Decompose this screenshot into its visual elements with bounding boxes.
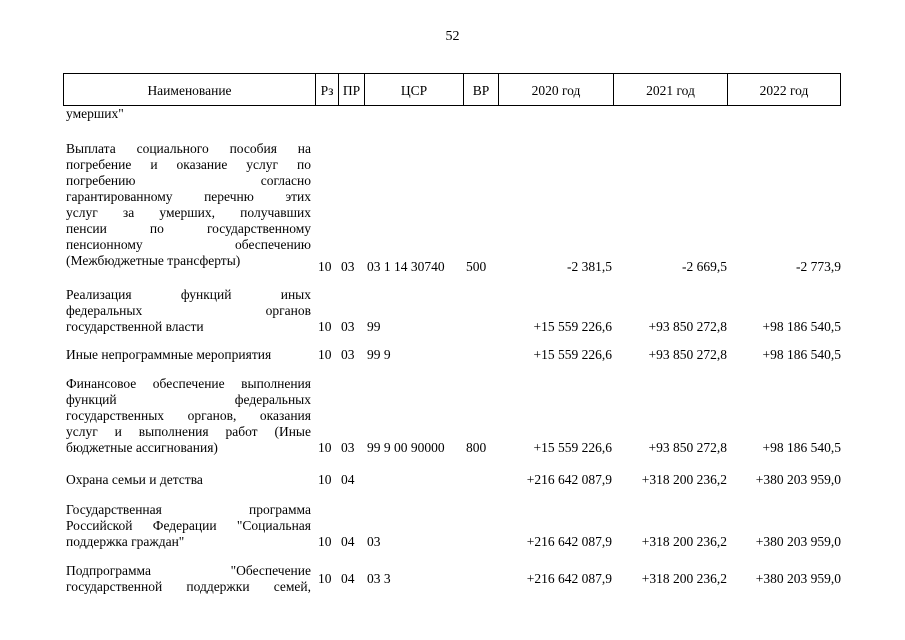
name-line: гарантированному перечню этих <box>66 189 311 204</box>
cell-pr: 04 <box>341 571 355 586</box>
cell-2022: +380 203 959,0 <box>755 472 841 487</box>
cell-csr: 03 <box>367 534 381 549</box>
cell-2020: +15 559 226,6 <box>533 440 612 455</box>
row-name <box>66 563 311 595</box>
row-name <box>66 287 311 335</box>
header-name: Наименование <box>63 73 315 106</box>
name-line: федеральных органов <box>66 303 311 318</box>
cell-csr: 99 9 <box>367 347 391 362</box>
cell-2021: +93 850 272,8 <box>648 319 727 334</box>
name-line: пенсионному обеспечению <box>66 237 311 252</box>
cell-2020: +15 559 226,6 <box>533 347 612 362</box>
cell-csr: 99 9 00 90000 <box>367 440 445 455</box>
cell-2022: +98 186 540,5 <box>762 440 841 455</box>
row-name <box>66 347 311 363</box>
header-pr: ПР <box>338 73 364 106</box>
cell-pr: 03 <box>341 319 355 334</box>
name-line: государственной власти <box>66 319 204 334</box>
cell-pr: 04 <box>341 472 355 487</box>
name-line: Российской Федерации "Социальная <box>66 518 311 533</box>
cell-vr: 500 <box>466 259 487 274</box>
cell-2022: +380 203 959,0 <box>755 534 841 549</box>
name-line: поддержка граждан" <box>66 534 185 549</box>
cell-2021: +318 200 236,2 <box>641 571 727 586</box>
row-name <box>66 472 311 488</box>
cell-2021: +93 850 272,8 <box>648 347 727 362</box>
name-line: Финансовое обеспечение выполнения <box>66 376 311 391</box>
name-line: (Межбюджетные трансферты) <box>66 253 241 268</box>
cell-2022: +98 186 540,5 <box>762 347 841 362</box>
name-line: Подпрограмма "Обеспечение <box>66 563 311 578</box>
header-2020: 2020 год <box>498 73 613 106</box>
cell-rz: 10 <box>318 319 332 334</box>
cell-2022: +380 203 959,0 <box>755 571 841 586</box>
row-name <box>66 502 311 550</box>
name-line: Иные непрограммные мероприятия <box>66 347 272 362</box>
name-line: услуг за умерших, получавших <box>66 205 311 220</box>
cell-pr: 03 <box>341 347 355 362</box>
cell-pr: 03 <box>341 259 355 274</box>
cell-rz: 10 <box>318 347 332 362</box>
cell-2022: +98 186 540,5 <box>762 319 841 334</box>
header-vr: ВР <box>463 73 498 106</box>
name-line: функций федеральных <box>66 392 311 407</box>
header-csr: ЦСР <box>364 73 463 106</box>
name-line: пенсии по государственному <box>66 221 311 236</box>
cell-2022: -2 773,9 <box>796 259 841 274</box>
cell-pr: 03 <box>341 440 355 455</box>
cell-2020: +15 559 226,6 <box>533 319 612 334</box>
name-line: Выплата социального пособия на <box>66 141 311 156</box>
header-rz: Рз <box>315 73 338 106</box>
cell-2021: +318 200 236,2 <box>641 534 727 549</box>
cell-2020: +216 642 087,9 <box>526 472 612 487</box>
name-line: Государственная программа <box>66 502 311 517</box>
cell-2020: +216 642 087,9 <box>526 534 612 549</box>
cell-rz: 10 <box>318 440 332 455</box>
name-line: бюджетные ассигнования) <box>66 440 218 455</box>
cell-csr: 03 3 <box>367 571 391 586</box>
cell-2020: +216 642 087,9 <box>526 571 612 586</box>
name-line: государственных органов, оказания <box>66 408 311 423</box>
name-line: услуг и выполнения работ (Иные <box>66 424 311 439</box>
cell-2021: +93 850 272,8 <box>648 440 727 455</box>
cell-vr: 800 <box>466 440 487 455</box>
name-line: погребение и оказание услуг по <box>66 157 311 172</box>
cell-csr: 99 <box>367 319 381 334</box>
name-line: Охрана семьи и детства <box>66 472 203 487</box>
row-name <box>66 376 311 456</box>
continuation-text: умерших" <box>66 106 124 121</box>
cell-rz: 10 <box>318 534 332 549</box>
cell-2021: -2 669,5 <box>682 259 727 274</box>
row-name <box>66 141 311 269</box>
header-2021: 2021 год <box>613 73 727 106</box>
name-line: Реализация функций иных <box>66 287 311 302</box>
name-line: погребению согласно <box>66 173 311 188</box>
cell-csr: 03 1 14 30740 <box>367 259 445 274</box>
page-number: 52 <box>445 29 460 44</box>
cell-rz: 10 <box>318 571 332 586</box>
cell-rz: 10 <box>318 472 332 487</box>
cell-pr: 04 <box>341 534 355 549</box>
cell-rz: 10 <box>318 259 332 274</box>
name-line: государственной поддержки семей, <box>66 579 311 594</box>
cell-2020: -2 381,5 <box>567 259 612 274</box>
header-2022: 2022 год <box>727 73 841 106</box>
table-header <box>63 73 841 106</box>
cell-2021: +318 200 236,2 <box>641 472 727 487</box>
